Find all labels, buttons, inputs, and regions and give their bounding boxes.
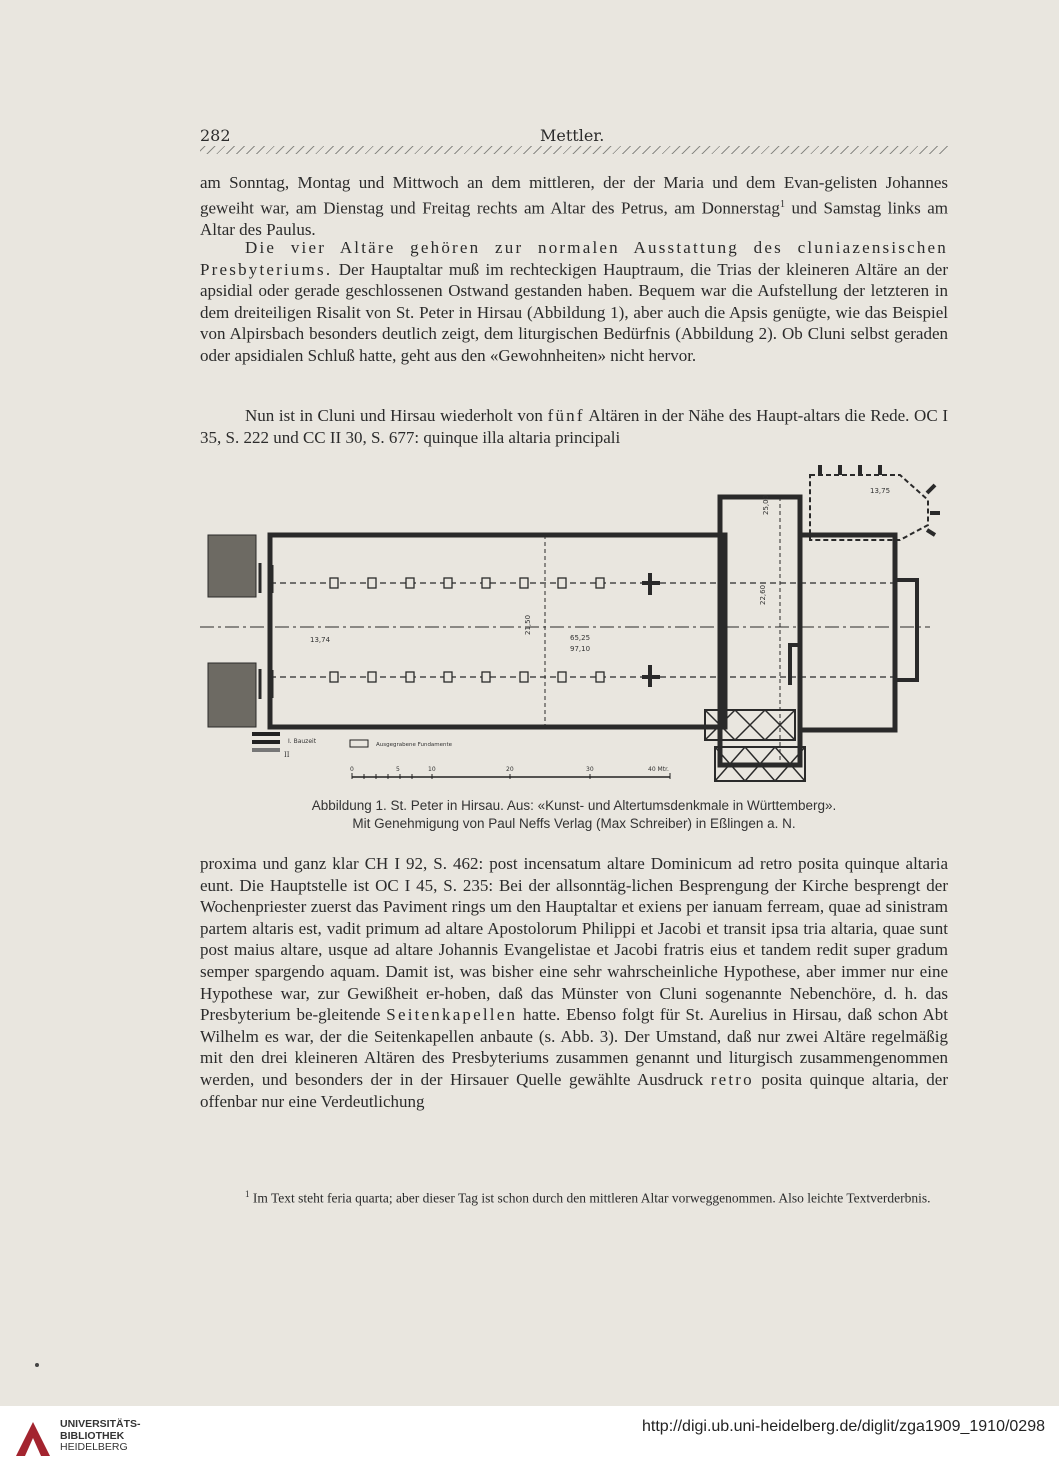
dim-3: 97,10 <box>570 645 591 653</box>
paragraph-1: am Sonntag, Montag und Mittwoch an dem mittleren, der der Maria und dem Evan-gelisten Johannes geweiht war, am Dienstag und Freitag rechts am Altar des Petrus, am Donnerstag$^1$ und Samstag links am Altar des Paulus. <box>200 173 948 239</box>
header-rule <box>200 146 948 154</box>
legend-bauzeit: I. Bauzeit <box>288 738 317 745</box>
west-tower-north <box>208 535 256 597</box>
dim-5: 22,60 <box>759 584 767 605</box>
scale-10: 10 <box>428 766 436 773</box>
floor-plan-figure <box>200 455 948 795</box>
library-name: UNIVERSITÄTS- BIBLIOTHEK HEIDELBERG <box>60 1418 141 1453</box>
arcade-lines <box>270 583 900 677</box>
legend-fundamente: Ausgegrabene Fundamente <box>376 742 453 748</box>
footnote-text: Im Text steht feria quarta; aber dieser Tag ist schon durch den mittleren Altar vorweggenommen. Also leichte Textverderbnis. <box>249 1190 931 1206</box>
footnote-marker: 1 <box>245 1189 250 1199</box>
figure-caption-line-1: Abbildung 1. St. Peter in Hirsau. Aus: «Kunst- und Altertumsdenkmale in Württemberg». <box>311 798 837 813</box>
dim-2: 65,25 <box>570 634 591 642</box>
scale-30: 30 <box>586 766 594 773</box>
footnote-ref: 1 <box>779 198 785 210</box>
choir-wall <box>800 535 895 730</box>
footnote <box>200 1186 948 1207</box>
plan-legend <box>252 732 453 759</box>
scale-0: 0 <box>350 766 354 773</box>
scale-5: 5 <box>396 766 400 773</box>
legend-roman-two: II <box>284 751 290 759</box>
library-logo-icon <box>14 1420 52 1458</box>
page-number: 282 <box>200 126 231 145</box>
east-risalit <box>895 580 917 680</box>
scale-bar <box>350 766 670 779</box>
scan-speck <box>35 1363 39 1367</box>
scale-40: 40 Mtr. <box>648 766 669 773</box>
north-chapel <box>810 475 928 540</box>
source-url-link[interactable]: http://digi.ub.uni-heidelberg.de/diglit/zga1909_1910/0298 <box>642 1418 1045 1435</box>
nave-wall <box>270 535 725 727</box>
paragraph-2: Die vier Altäre gehören zur normalen Ausstattung des cluniazensischen Presbyteriums. Der Hauptaltar muß im rechteckigen Hauptraum, die Trias der kleineren Altäre an der apsidial oder gerade geschlossenen Ostwand gestanden haben. Bequem war die Aufstellung der letzteren in dem dreiteiligen Risalit von St. Peter in Hirsau (Abbildung 1), aber auch die Apsis genügte, wie das Beispiel von Alpirsbach besonders deutlich zeigt, dem liturgischen Bedürfnis (Abbildung 2). Ob Cluni selbst geraden oder apsidialen Schluß hatte, geht aus den «Gewohnheiten» nicht hervor. <box>200 238 948 365</box>
figure-caption-line-2: Mit Genehmigung von Paul Neffs Verlag (Max Schreiber) in Eßlingen a. N. <box>352 816 796 831</box>
dim-4: 21,50 <box>524 614 532 635</box>
dim-1: 13,74 <box>310 636 331 644</box>
dim-6: 25,00 <box>762 494 770 515</box>
paragraph-3: Nun ist in Cluni und Hirsau wiederholt von fünf Altären in der Nähe des Haupt-altars die Rede. OC I 35, S. 222 und CC II 30, S. 677: quinque illa altaria principali <box>200 406 948 447</box>
nave-piers <box>330 578 604 682</box>
paragraph-4: proxima und ganz klar CH I 92, S. 462: post incensatum altare Dominicum ad retro posita quinque altaria eunt. Die Hauptstelle ist OC I 45, S. 235: Bei der allsonntäg-lichen Besprengung der Kirche besprengt der Wochenpriester zuerst das Paviment rings um den Hauptaltar et exiens per ianuam ferream, quae ad sinistram partem altaris est, vadit primum ad altare Apostolorum Philippi et Jacobi et transit ipsa tria altaria, quae sunt post maius altare, usque ad altare Johannis Evangelistae et Jacobi fratris eius et tandem redit super gradum semper spargendo aquam. Damit ist, was bisher eine sehr wahrscheinliche Hypothese, aber immer nur eine Hypothese war, zur Gewißheit er-hoben, daß das Münster von Cluni sogenannte Nebenchöre, d. h. das Presbyterium be-gleitende Seitenkapellen hatte. Ebenso folgt für St. Aurelius in Hirsau, daß schon Abt Wilhelm es war, der die Seitenkapellen anbaute (s. Abb. 3). Der Umstand, daß nur zwei Altäre regelmäßig mit den drei kleineren Altären des Presbyteriums zusammen genannt und liturgisch zusammengenommen werden, und besonders der in der Hirsauer Quelle gewählte Ausdruck retro posita quinque altaria, der offenbar nur eine Verdeutlichung <box>200 854 948 1111</box>
dim-7: 13,75 <box>870 487 891 495</box>
transept-wall <box>720 494 800 765</box>
running-title: Mettler. <box>540 126 605 145</box>
floor-plan-drawing <box>200 455 948 795</box>
scale-20: 20 <box>506 766 514 773</box>
west-tower-south <box>208 663 256 727</box>
